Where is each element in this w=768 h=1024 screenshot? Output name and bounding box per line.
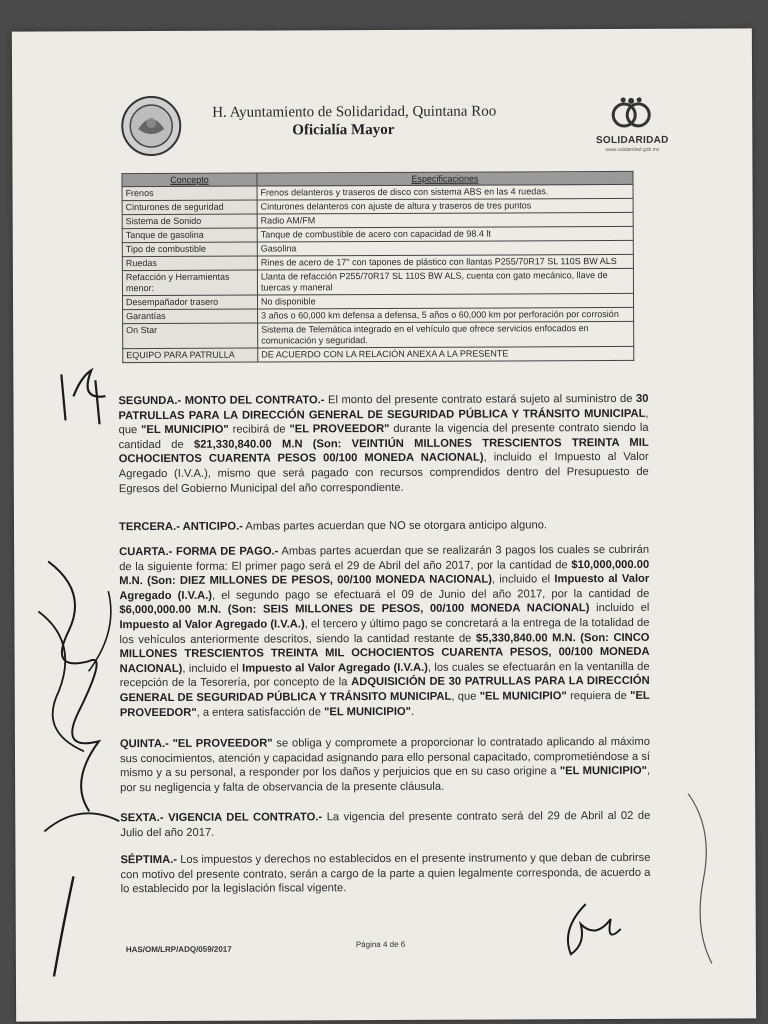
clause-text: requiera de xyxy=(566,689,631,703)
clause-cuarta xyxy=(119,543,650,720)
table-row xyxy=(123,321,634,348)
handwritten-mark-left xyxy=(44,871,84,981)
cell-concepto: Garantías xyxy=(123,309,258,324)
clause-text: , que xyxy=(451,690,480,703)
cell-especificacion: Sistema de Telemática integrado en el vehículo que ofrece servicios enfocados en comunicación y seguridad. xyxy=(258,321,634,348)
clause-heading: QUINTA.- xyxy=(119,737,169,751)
clause-heading: SÉPTIMA.- xyxy=(120,853,178,867)
cell-especificacion: Llanta de refacción P255/70R17 SL 110S BW ALS, cuenta con gato mecánico, llave de tuercas y maneral xyxy=(257,268,633,295)
clause-text: , incluido el xyxy=(182,662,243,675)
cell-especificacion: No disponible xyxy=(257,293,633,309)
clause-septima xyxy=(120,851,650,897)
clause-text: La vigencia del presente contrato será del 29 de Abril al 02 de Julio del año 2017. xyxy=(120,809,651,839)
document-reference: HAS/OM/LRP/ADQ/059/2017 xyxy=(125,944,232,955)
municipal-seal-icon xyxy=(120,95,182,157)
logo-text: SOLIDARIDAD xyxy=(595,134,669,147)
clause-text: , a entera satisfacción de xyxy=(196,705,325,719)
clause-heading: SEGUNDA.- MONTO DEL CONTRATO.- xyxy=(118,394,325,408)
cell-concepto: Frenos xyxy=(122,186,257,201)
handwritten-signature-right xyxy=(556,899,626,959)
clause-bold: Impuesto al Valor Agregado (I.V.A.) xyxy=(242,661,428,675)
cell-concepto: Tanque de gasolina xyxy=(122,228,257,243)
cell-concepto: EQUIPO PARA PATRULLA xyxy=(123,348,258,363)
specifications-table xyxy=(121,171,634,363)
handwritten-page-number xyxy=(51,356,121,426)
clause-text: Ambas partes acuerdan que se realizarán 3 pagos los cuales se cubrirán de la siguiente forma: El primer pago será el 29 de Abril del año 2017, por la cantidad de xyxy=(119,543,650,573)
document-page xyxy=(12,28,756,1021)
clause-bold: $6,000,000.00 M.N. (Son: SEIS MILLONES DE PESOS, 00/100 MONEDA NACIONAL) xyxy=(119,602,590,617)
clause-bold: "EL PROVEEDOR" xyxy=(168,737,273,750)
clause-text: , los cuales se efectuarán en la ventanilla de recepción de la Tesorería, por concepto de la xyxy=(119,660,650,690)
clause-bold: "EL PROVEEDOR" xyxy=(289,423,390,436)
header-subtitle: Oficialía Mayor xyxy=(292,121,395,139)
cell-especificacion: Frenos delanteros y traseros de disco con sistema ABS en las 4 ruedas. xyxy=(257,184,633,200)
clause-bold: 30 PATRULLAS PARA LA DIRECCIÓN GENERAL DE SEGURIDAD PÚBLICA Y TRÁNSITO MUNICIPAL xyxy=(118,392,649,422)
clause-bold: "EL MUNICIPIO" xyxy=(479,690,567,703)
cell-concepto: On Star xyxy=(123,323,258,349)
clause-segunda xyxy=(118,392,648,496)
clause-text: , que xyxy=(118,407,649,437)
cell-especificacion: Tanque de combustible de acero con capacidad de 98.4 lt xyxy=(257,226,633,242)
page-number: Página 4 de 6 xyxy=(355,939,406,950)
clause-heading: SEXTA.- VIGENCIA DEL CONTRATO.- xyxy=(120,811,323,825)
clause-text: recibirá de xyxy=(228,423,290,436)
clause-sexta xyxy=(120,809,650,840)
cell-concepto: Sistema de Sonido xyxy=(122,214,257,229)
clause-text: Ambas partes acuerdan que NO se otorgara anticipo alguno. xyxy=(242,519,548,533)
clause-bold: $10,000,000.00 M.N. (Son: DIEZ MILLONES DE PESOS, 00/100 MONEDA NACIONAL) xyxy=(119,558,650,588)
cell-especificacion: Gasolina xyxy=(257,240,633,256)
logo-url: www.solidaridad.gob.mx xyxy=(605,146,660,154)
solidaridad-logo xyxy=(594,93,670,155)
cell-concepto: Refacción y Herramientas menor: xyxy=(122,270,257,296)
header-title: H. Ayuntamiento de Solidaridad, Quintana Roo xyxy=(212,103,497,121)
cell-concepto: Ruedas xyxy=(122,256,257,271)
clause-bold: $5,330,840.00 M.N. (Son: CINCO MILLONES TRESCIENTOS TREINTA MIL OCHOCIENTOS CUARENTA PESOS, 00/100 MONEDA NACIONAL) xyxy=(119,631,650,675)
clause-text: , por su negligencia y falta de observancia de la presente cláusula. xyxy=(120,765,651,794)
cell-especificacion: Cinturones delanteros con ajuste de altura y traseros de tres puntos xyxy=(257,198,633,214)
clause-tercera xyxy=(119,518,649,535)
clause-bold: Impuesto al Valor Agregado (I.V.A.) xyxy=(119,573,650,602)
clause-bold: Impuesto al Valor Agregado (I.V.A.) xyxy=(119,618,305,632)
cell-especificacion: Radio AM/FM xyxy=(257,212,633,228)
clause-bold: "EL PROVEEDOR" xyxy=(119,689,650,719)
cell-concepto: Tipo de combustible xyxy=(122,242,257,257)
cell-concepto: Desempañador trasero xyxy=(122,295,257,310)
clause-text: , el tercero y último pago se concretará a la entrega de la totalidad de los vehículos anteriormente descritos, siendo la cantidad restante de xyxy=(119,616,650,646)
document-header xyxy=(120,93,670,154)
cell-concepto: Cinturones de seguridad xyxy=(122,200,257,215)
clause-text: , incluido el Impuesto al Valor Agregado (I.V.A.), mismo que será pagado con recursos comprendidos dentro del Presupuesto de Egresos del Gobierno Municipal del año correspondiente. xyxy=(118,451,649,495)
clause-heading: CUARTA.- FORMA DE PAGO.- xyxy=(119,545,279,559)
clause-text: durante la vigencia del presente contrato siendo la cantidad de xyxy=(118,422,649,451)
clause-bold: $21,330,840.00 M.N (Son: VEINTIÚN MILLONES TRESCIENTOS TREINTA MIL OCHOCIENTOS CUARENTA PESOS 00/100 MONEDA NACIONAL) xyxy=(118,436,649,466)
clause-bold: "EL MUNICIPIO" xyxy=(559,765,647,778)
clause-text: El monto del presente contrato estará sujeto al suministro de xyxy=(324,392,637,407)
cell-especificacion: 3 años o 60,000 km defensa a defensa, 5 años o 60,000 km por perforación por corrosión xyxy=(258,307,634,323)
clause-heading: TERCERA.- ANTICIPO.- xyxy=(118,520,243,534)
column-header-especificaciones: Especificaciones xyxy=(257,171,633,186)
clause-bold: "EL MUNICIPIO" xyxy=(324,705,411,718)
solidaridad-logo-icon xyxy=(594,93,670,133)
clause-text: incluido el xyxy=(589,602,650,615)
cell-especificacion: DE ACUERDO CON LA RELACIÓN ANEXA A LA PRESENTE xyxy=(258,346,634,362)
clause-text: se obliga y compromete a proporcionar lo contratado aplicando al máximo sus conocimientos, atención y capacidad asignando para ello personal capacitado, comprometiéndose a sí mismo y a su personal, a responder por los daños y perjuicios que en su caso origine a xyxy=(119,735,651,780)
table-row xyxy=(122,268,633,295)
clause-text: , el segundo pago se efectuará el 09 de Junio del año 2017, por la cantidad de xyxy=(211,587,650,602)
handwritten-signature-left xyxy=(28,551,129,851)
column-header-concepto: Concepto xyxy=(122,173,257,187)
clause-text: Los impuestos y derechos no establecidos en el presente instrumento y que deban de cubrirse con motivo del presente contrato, serán a cargo de la parte a quien legalmente corresponda, de acuerdo a lo establecido por la legislación fiscal vigente. xyxy=(120,851,651,896)
handwritten-mark-right xyxy=(683,789,724,969)
clause-bold: "EL MUNICIPIO" xyxy=(141,423,229,437)
clause-bold: ADQUISICIÓN DE 30 PATRULLAS PARA LA DIRECCIÓN GENERAL DE SEGURIDAD PÚBLICA Y TRÁNSITO MUNICIPAL xyxy=(119,675,650,705)
table-row xyxy=(123,346,634,362)
clause-text: , incluido el xyxy=(491,573,555,586)
cell-especificacion: Rines de acero de 17" con tapones de plástico con llantas P255/70R17 SL 110S BW ALS xyxy=(257,254,633,270)
clause-text: . xyxy=(410,705,415,718)
clause-quinta xyxy=(120,735,650,796)
